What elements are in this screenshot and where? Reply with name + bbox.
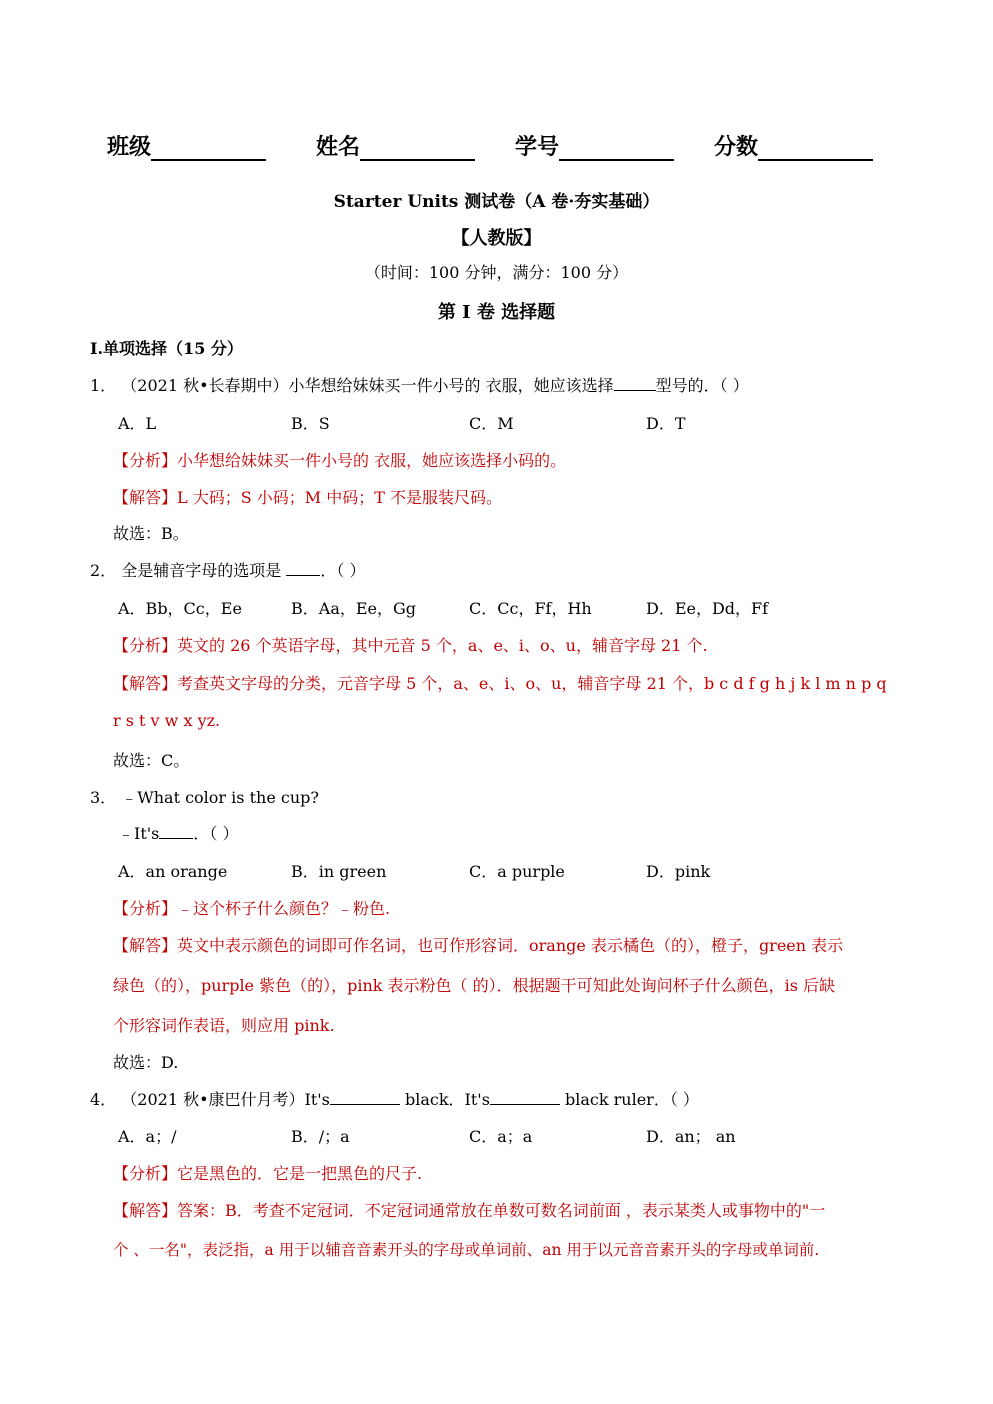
answer-text: L 大码；S 小码；M 中码；T 不是服装尺码。 [177, 488, 503, 507]
option-a[interactable]: A．L [118, 414, 157, 433]
option-d[interactable]: D．T [646, 414, 686, 433]
option-b[interactable]: B．in green [291, 862, 387, 881]
answer-tag: 【解答】 [113, 488, 178, 507]
answer-explanation [113, 671, 887, 694]
analysis-text: 小华想给妹妹买一件小号的 衣服，她应该选择小码的。 [177, 451, 567, 470]
option-c[interactable]: C．M [469, 414, 514, 433]
analysis-text: ﹣这个杯子什么颜色？﹣粉色. [177, 899, 391, 918]
student-id-blank[interactable] [559, 135, 674, 161]
answer-text: 英文中表示颜色的词即可作名词，也可作形容词．orange 表示橘色（的），橙子，green 表示 [177, 936, 844, 955]
score-label: 分数 [714, 134, 759, 160]
question-number: 3． [90, 788, 117, 807]
option-d[interactable]: D．pink [646, 862, 711, 881]
answer-blank[interactable] [286, 561, 320, 576]
answer-explanation [113, 485, 502, 508]
answer-choice: 故选：D. [113, 1053, 179, 1072]
score-field[interactable] [714, 130, 873, 161]
question-text: ﹣What color is the cup? [121, 788, 319, 807]
class-field[interactable] [107, 130, 266, 161]
answer-text-line-2: r s t v w x yz. [113, 711, 221, 730]
name-field[interactable] [316, 130, 475, 161]
answer-tag: 【解答】 [113, 936, 178, 955]
analysis-text: 它是黑色的．它是一把黑色的尺子. [177, 1164, 423, 1183]
analysis-tag: 【分析】 [113, 636, 178, 655]
question-text-mid: black．It's [404, 1090, 490, 1109]
answer-explanation [113, 1198, 825, 1221]
question-number: 1． [90, 376, 117, 395]
answer-tag: 【解答】 [113, 1201, 178, 1220]
name-label: 姓名 [316, 134, 361, 160]
option-a[interactable]: A．an orange [118, 862, 228, 881]
answer-explanation [113, 933, 843, 956]
question-2-stem [90, 558, 365, 581]
answer-choice: 故选：B。 [113, 524, 189, 543]
part-title: 第 I 卷 选择题 [437, 302, 556, 323]
answer-text: 答案：B．考查不定冠词．不定冠词通常放在单数可数名词前面 ，表示某类人或事物中的"一 [177, 1201, 826, 1220]
analysis [113, 448, 566, 471]
answer-blank[interactable] [159, 824, 193, 839]
option-c[interactable]: C．Cc，Ff，Hh [469, 599, 592, 618]
question-text: （2021 秋•长春期中）小华想给妹妹买一件小号的 衣服，她应该选择 [121, 376, 614, 395]
option-c[interactable]: C．a purple [469, 862, 565, 881]
analysis-tag: 【分析】 [113, 1164, 178, 1183]
question-4-stem [90, 1087, 699, 1110]
answer-blank[interactable] [614, 376, 656, 391]
question-text-end: ．（ ） [320, 561, 366, 580]
option-a[interactable]: A．Bb，Cc，Ee [118, 599, 242, 618]
question-1-stem [90, 373, 749, 396]
question-text-end: 型号的．（ ） [655, 376, 749, 395]
option-d[interactable]: D．an； an [646, 1127, 736, 1146]
question-3-stem-line-2 [118, 821, 238, 844]
section-title: I.单项选择（15 分） [90, 339, 243, 358]
answer-tag: 【解答】 [113, 674, 178, 693]
analysis-text: 英文的 26 个英语字母，其中元音 5 个，a、e、i、o、u，辅音字母 21 个. [177, 636, 708, 655]
edition-label: 【人教版】 [451, 228, 542, 249]
option-b[interactable]: B．Aa，Ee，Gg [291, 599, 417, 618]
exam-title: Starter Units 测试卷（A 卷·夯实基础） [333, 192, 660, 212]
option-b[interactable]: B．S [291, 414, 330, 433]
option-d[interactable]: D．Ee，Dd，Ff [646, 599, 769, 618]
answer-blank-2[interactable] [490, 1090, 560, 1105]
question-text: ﹣It's [118, 824, 160, 843]
student-id-label: 学号 [515, 134, 560, 160]
answer-text-line-3: 个形容词作表语，则应用 pink. [113, 1016, 335, 1035]
analysis-tag: 【分析】 [113, 451, 178, 470]
option-c[interactable]: C．a；a [469, 1127, 533, 1146]
question-text-end: ．（ ） [193, 824, 239, 843]
answer-text: 考查英文字母的分类，元音字母 5 个，a、e、i、o、u，辅音字母 21 个，b c d f g h j k l m n p q [177, 674, 887, 693]
option-b[interactable]: B．/；a [291, 1127, 350, 1146]
answer-text-line-2: 个 、一名"，表泛指，a 用于以辅音音素开头的字母或单词前、an 用于以元音音素开头的字母或单词前. [113, 1241, 820, 1259]
question-number: 2． [90, 561, 117, 580]
name-blank[interactable] [360, 135, 475, 161]
option-a[interactable]: A．a；/ [118, 1127, 177, 1146]
class-blank[interactable] [151, 135, 266, 161]
analysis [113, 896, 390, 919]
class-label: 班级 [107, 134, 152, 160]
analysis-tag: 【分析】 [113, 899, 178, 918]
answer-choice: 故选：C。 [113, 751, 190, 770]
analysis [113, 633, 708, 656]
student-id-field[interactable] [515, 130, 674, 161]
question-text: （2021 秋•康巴什月考）It's [121, 1090, 330, 1109]
answer-blank-1[interactable] [330, 1090, 400, 1105]
question-number: 4． [90, 1090, 117, 1109]
question-3-stem [90, 785, 319, 808]
time-info: （时间：100 分钟，满分：100 分） [364, 263, 629, 282]
question-text: 全是辅音字母的选项是 [121, 561, 287, 580]
question-text-end: black ruler．（ ） [565, 1090, 699, 1109]
score-blank[interactable] [758, 135, 873, 161]
analysis [113, 1161, 422, 1184]
answer-text-line-2: 绿色（的），purple 紫色（的），pink 表示粉色（ 的）．根据题干可知此处询问杯子什么颜色，is 后缺 [113, 976, 836, 995]
